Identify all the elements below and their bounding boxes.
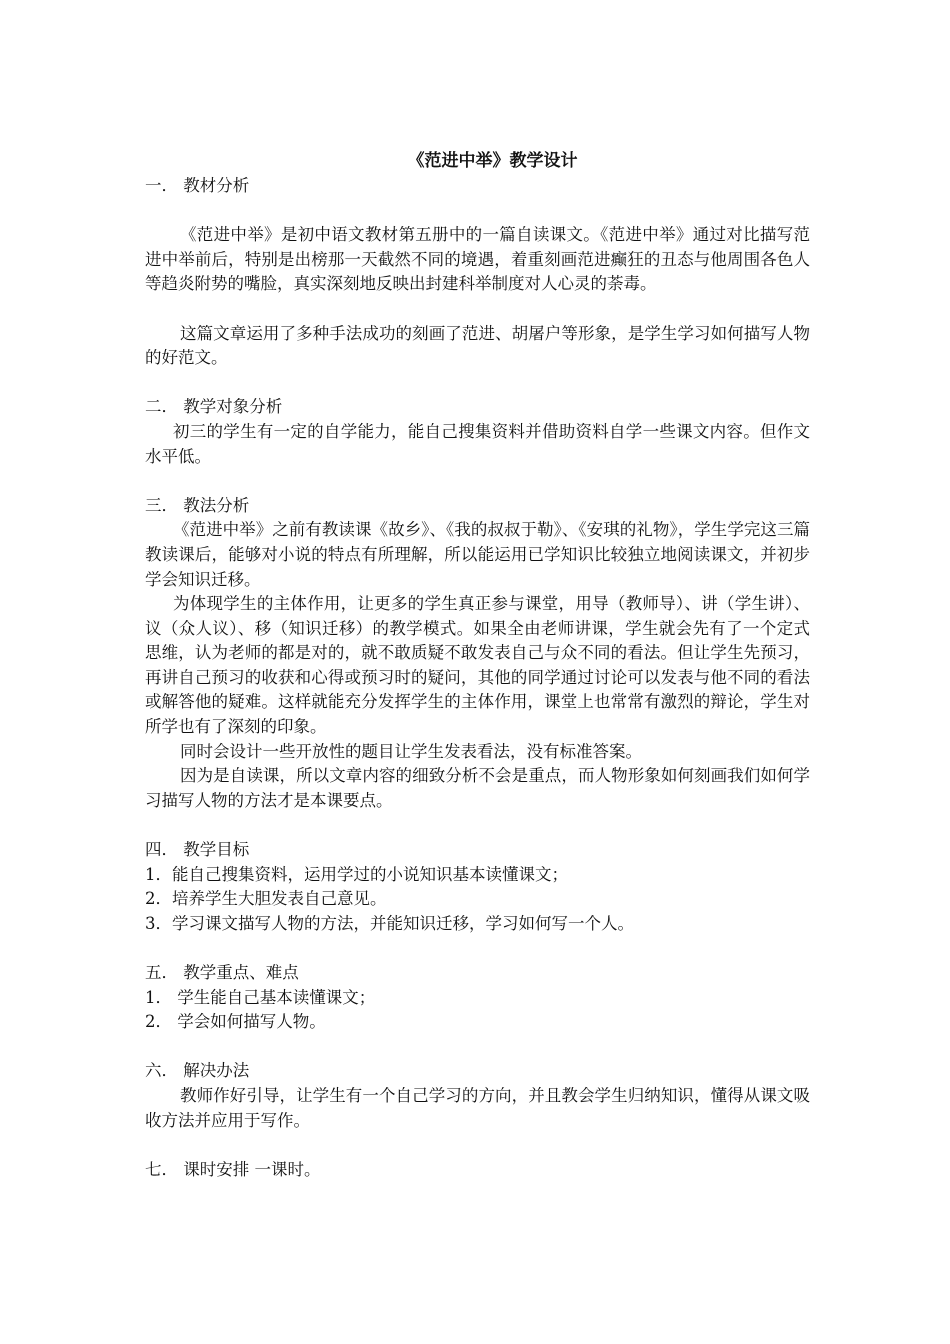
spacer — [145, 813, 810, 838]
spacer — [145, 469, 810, 494]
section-heading-5: 五． 教学重点、难点 — [145, 963, 299, 982]
section-heading-4: 四． 教学目标 — [145, 840, 250, 860]
list-item: 2． 学会如何描写人物。 — [145, 1012, 326, 1032]
section-heading-3: 三． 教法分析 — [145, 495, 250, 515]
spacer — [145, 1133, 810, 1158]
paragraph: 为体现学生的主体作用，让更多的学生真正参与课堂，用导（教师导）、讲（学生讲）、议（众人议）、移（知识迁移）的教学模式。如果全由老师讲课，学生就会先有了一个定式思维，认为老师的都是对的，就不敢质疑不敢发表自己与众不同的看法。但让学生先预习，再讲自己预习的收获和心得或预习时的疑问，其他的同学通过讨论可以发表与他不同的看法或解答他的疑难。这样就能充分发挥学生的主体作用，课堂上也常常有激烈的辩论，学生对所学也有了深刻的印象。 — [145, 594, 810, 737]
list-item: 3．学习课文描写人物的方法，并能知识迁移，学习如何写一个人。 — [145, 913, 634, 933]
document-title: 《范进中举》教学设计 — [407, 151, 578, 171]
spacer — [145, 1035, 810, 1060]
spacer — [145, 297, 810, 322]
paragraph: 同时会设计一些开放性的题目让学生发表看法，没有标准答案。 — [180, 741, 642, 761]
section-heading-6: 六． 解决办法 — [145, 1061, 250, 1081]
document-page — [145, 148, 810, 1182]
paragraph: 《范进中举》是初中语文教材第五册中的一篇自读课文。《范进中举》通过对比描写范进中举前后，特别是出榜那一天截然不同的境遇，着重刻画范进癫狂的丑态与他周围各色人等趋炎附势的嘴脸，真实深刻地反映出封建科举制度对人心灵的荼毒。 — [145, 225, 810, 294]
spacer — [145, 371, 810, 396]
paragraph: 这篇文章运用了多种手法成功的刻画了范进、胡屠户等形象，是学生学习如何描写人物的好范文。 — [145, 323, 810, 368]
list-item: 2．培养学生大胆发表自己意见。 — [145, 889, 387, 909]
paragraph: 教师作好引导，让学生有一个自己学习的方向，并且教会学生归纳知识，懂得从课文吸收方法并应用于写作。 — [145, 1085, 810, 1130]
paragraph: 初三的学生有一定的自学能力，能自己搜集资料并借助资料自学一些课文内容。但作文水平低。 — [145, 421, 810, 466]
section-heading-2: 二． 教学对象分析 — [145, 397, 283, 417]
paragraph: 《范进中举》之前有教读课《故乡》、《我的叔叔于勒》、《安琪的礼物》，学生学完这三篇教读课后，能够对小说的特点有所理解，所以能运用已学知识比较独立地阅读课文，并初步学会知识迁移。 — [145, 520, 810, 589]
paragraph: 因为是自读课，所以文章内容的细致分析不会是重点，而人物形象如何刻画我们如何学习描写人物的方法才是本课要点。 — [145, 766, 810, 810]
spacer — [145, 936, 810, 961]
list-item: 1． 学生能自己基本读懂课文； — [145, 987, 376, 1007]
list-item: 1．能自己搜集资料，运用学过的小说知识基本读懂课文； — [145, 864, 568, 884]
section-heading-1: 一． 教材分析 — [145, 176, 250, 195]
section-heading-7: 七． 课时安排 一课时。 — [145, 1159, 321, 1179]
spacer — [145, 199, 810, 224]
